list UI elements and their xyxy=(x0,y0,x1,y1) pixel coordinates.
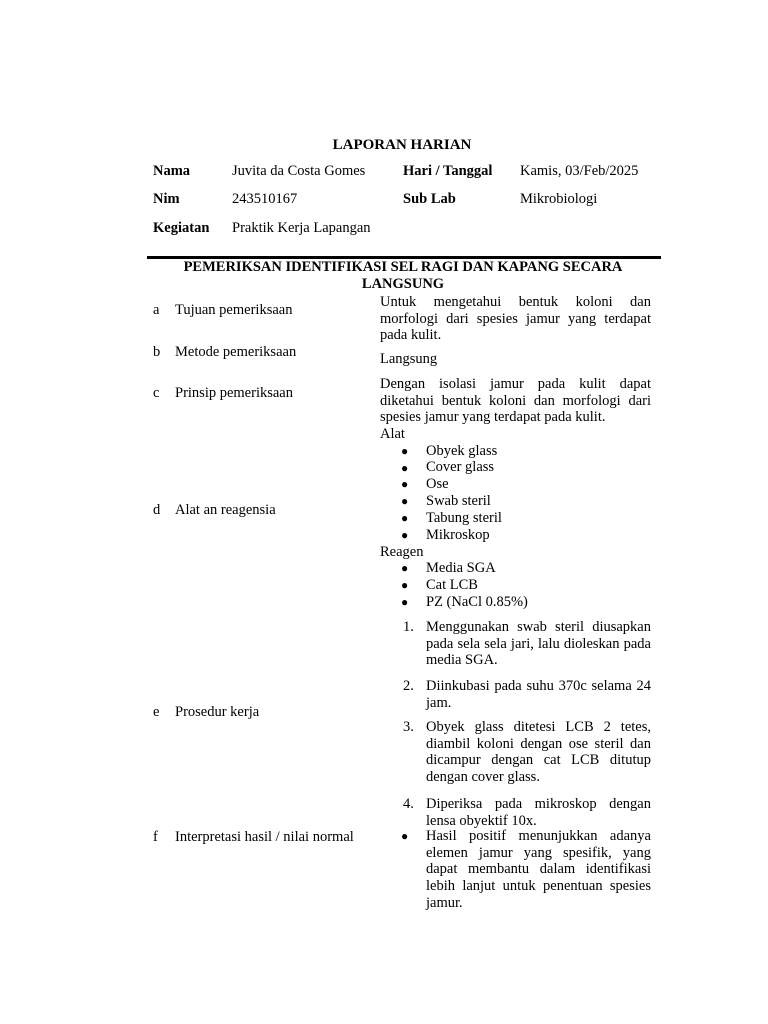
alat-item: Tabung steril xyxy=(426,510,502,526)
bullet-icon: ● xyxy=(401,561,409,575)
alat-heading: Alat xyxy=(380,426,405,442)
section-title-line2: LANGSUNG xyxy=(361,276,445,292)
bullet-icon: ● xyxy=(401,528,409,542)
kegiatan-value: Praktik Kerja Lapangan xyxy=(232,220,371,236)
step-text: Menggunakan swab steril diusapkan pada sela sela jari, lalu dioleskan pada media SGA. xyxy=(426,619,651,669)
row-a-text: Untuk mengetahui bentuk koloni dan morfologi dari spesies jamur yang terdapat pada kulit. xyxy=(380,294,651,344)
nim-value: 243510167 xyxy=(232,191,298,207)
row-d-letter: d xyxy=(153,502,161,518)
row-d-label: Alat an reagensia xyxy=(175,502,276,518)
row-f-letter: f xyxy=(153,829,158,845)
alat-item: Mikroskop xyxy=(426,527,490,543)
row-c-text: Dengan isolasi jamur pada kulit dapat diketahui bentuk koloni dan morfologi dari spesies jamur yang terdapat pada kulit. xyxy=(380,376,651,426)
step-text: Diinkubasi pada suhu 370c selama 24 jam. xyxy=(426,678,651,711)
sublab-label: Sub Lab xyxy=(403,191,456,207)
nim-label: Nim xyxy=(153,191,180,207)
bullet-icon: ● xyxy=(401,444,409,458)
row-f-label: Interpretasi hasil / nilai normal xyxy=(175,829,354,845)
section-title xyxy=(150,259,656,293)
row-b-label: Metode pemeriksaan xyxy=(175,344,297,360)
bullet-icon: ● xyxy=(401,477,409,491)
bullet-icon: ● xyxy=(401,578,409,592)
reagen-item: Cat LCB xyxy=(426,577,478,593)
section-title-line1: PEMERIKSAN IDENTIFIKASI SEL RAGI DAN KAPANG SECARA xyxy=(183,259,623,275)
step-number: 4. xyxy=(403,796,414,812)
row-a-letter: a xyxy=(153,302,160,318)
step-number: 1. xyxy=(403,619,414,635)
row-b-letter: b xyxy=(153,344,161,360)
nama-label: Nama xyxy=(153,163,191,179)
hari-tanggal-value: Kamis, 03/Feb/2025 xyxy=(520,163,639,179)
bullet-icon: ● xyxy=(401,829,409,843)
bullet-icon: ● xyxy=(401,461,409,475)
reagen-item: PZ (NaCl 0.85%) xyxy=(426,594,528,610)
reagen-heading: Reagen xyxy=(380,544,424,560)
alat-item: Cover glass xyxy=(426,459,495,475)
row-e-letter: e xyxy=(153,704,160,720)
row-e-label: Prosedur kerja xyxy=(175,704,260,720)
nama-value: Juvita da Costa Gomes xyxy=(232,163,366,179)
alat-item: Obyek glass xyxy=(426,443,498,459)
sublab-value: Mikrobiologi xyxy=(520,191,598,207)
step-text: Diperiksa pada mikroskop dengan lensa obyektif 10x. xyxy=(426,796,651,829)
bullet-icon: ● xyxy=(401,595,409,609)
step-text: Obyek glass ditetesi LCB 2 tetes, diambil koloni dengan ose steril dan dicampur dengan cat LCB ditutup dengan cover glass. xyxy=(426,719,651,786)
page-title: LAPORAN HARIAN xyxy=(332,137,472,153)
step-number: 3. xyxy=(403,719,414,735)
kegiatan-label: Kegiatan xyxy=(153,220,210,236)
reagen-item: Media SGA xyxy=(426,560,496,576)
row-c-letter: c xyxy=(153,385,160,401)
row-f-text: Hasil positif menunjukkan adanya elemen jamur yang spesifik, yang dapat membantu dalam identifikasi lebih lanjut untuk penentuan spesies jamur. xyxy=(426,828,651,911)
step-number: 2. xyxy=(403,678,414,694)
alat-item: Swab steril xyxy=(426,493,491,509)
hari-tanggal-label: Hari / Tanggal xyxy=(403,163,493,179)
row-a-label: Tujuan pemeriksaan xyxy=(175,302,293,318)
bullet-icon: ● xyxy=(401,511,409,525)
row-b-text: Langsung xyxy=(380,351,438,367)
alat-item: Ose xyxy=(426,476,449,492)
row-c-label: Prinsip pemeriksaan xyxy=(175,385,293,401)
bullet-icon: ● xyxy=(401,494,409,508)
